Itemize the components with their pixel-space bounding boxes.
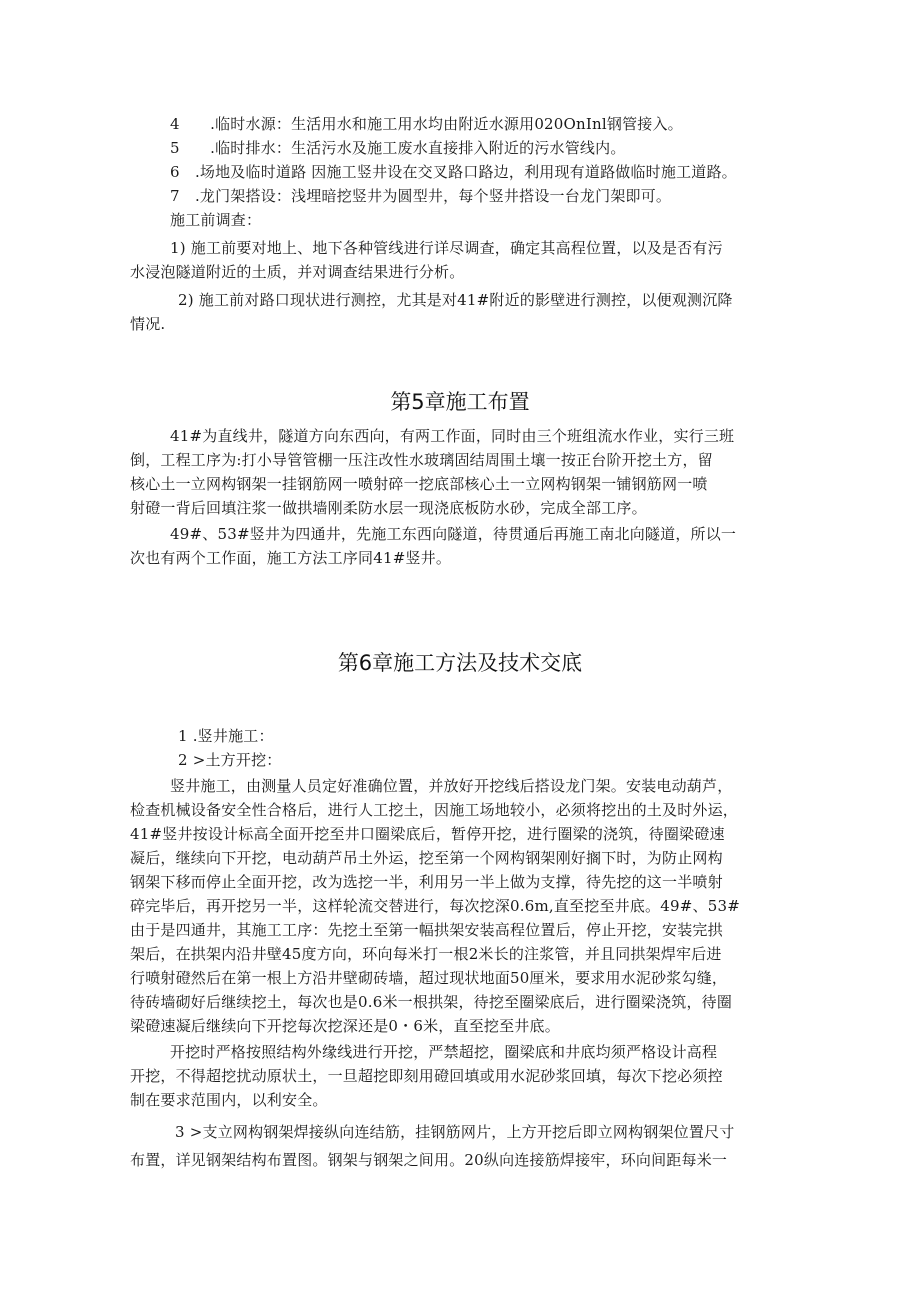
chapter-6-para-1-line-1: 竖井施工，由测量人员定好准确位置，并放好开挖线后搭设龙门架。安装电动葫芦， — [170, 777, 733, 795]
chapter-5-para-2-line-2: 次也有两个工作面，施工方法工序同41#竖井。 — [130, 549, 452, 567]
item-6-site-road: 6 .场地及临时道路 因施工竖井设在交叉路口路边，利用现有道路做临时施工道路。 — [170, 163, 737, 181]
chapter-6-heading: 第6章施工方法及技术交底 — [337, 651, 583, 675]
chapter-6-item-3-line-2: 布置，详见钢架结构布置图。钢架与钢架之间用。20纵向连接筋焊接牢，环向间距每米一 — [130, 1151, 728, 1169]
chapter-6-para-1-line-11: 梁磴速凝后继续向下开挖每次挖深还是0・6米，直至挖至井底。 — [130, 1017, 560, 1035]
item-4-temporary-water: 4 .临时水源：生活用水和施工用水均由附近水源用020OnInl钢管接入。 — [170, 115, 683, 133]
chapter-6-para-1-line-8: 架后，在拱架内沿井壁45度方向，环向每米打一根2米长的注浆管，并且同拱架焊牢后进 — [130, 945, 722, 963]
chapter-6-para-1-line-2: 检查机械设备安全性合格后，进行人工挖土，因施工场地较小，必须将挖出的土及时外运， — [130, 801, 739, 819]
chapter-5-heading: 第5章施工布置 — [390, 390, 530, 414]
survey-title: 施工前调查： — [170, 211, 262, 229]
chapter-6-item-3-line-1: 3 >支立网构钢架焊接纵向连结筋，挂钢筋网片，上方开挖后即立网构钢架位置尺寸 — [175, 1123, 735, 1141]
item-7-gantry: 7 .龙门架搭设：浅埋暗挖竖井为圆型井，每个竖井搭设一台龙门架即可。 — [170, 187, 672, 205]
chapter-5-para-2-line-1: 49#、53#竖井为四通井，先施工东西向隧道，待贯通后再施工南北向隧道，所以一 — [170, 525, 737, 543]
chapter-6-para-1-line-4: 凝后，继续向下开挖，电动葫芦吊土外运，挖至第一个网构钢架刚好搁下时，为防止网构 — [130, 849, 723, 867]
survey-item-2-line-2: 情况. — [130, 315, 166, 333]
chapter-5-para-1-line-4: 射磴一背后回填注浆一做拱墙刚柔防水层一现浇底板防水砂，完成全部工序。 — [130, 499, 647, 517]
survey-item-1-line-1: 1) 施工前要对地上、地下各种管线进行详尽调查，确定其高程位置，以及是否有污 — [170, 239, 723, 257]
chapter-6-para-1-line-3: 41#竖井按设计标高全面开挖至井口圈梁底后，暂停开挖，进行圈梁的浇筑，待圈梁磴速 — [130, 825, 725, 843]
survey-item-2-line-1: 2) 施工前对路口现状进行测控，尤其是对41#附近的影壁进行测控，以便观测沉降 — [178, 291, 733, 309]
chapter-6-item-2: 2 >土方开挖： — [178, 751, 282, 769]
chapter-6-para-2-line-1: 开挖时严格按照结构外缘线进行开挖，严禁超挖，圈梁底和井底均须严格设计高程 — [170, 1043, 718, 1061]
chapter-5-para-1-line-3: 核心土一立网构钢架一挂钢筋网一喷射碎一挖底部核心土一立网构钢架一铺钢筋网一喷 — [130, 475, 708, 493]
chapter-5-para-1-line-2: 倒，工程工序为:打小导管管棚一压注改性水玻璃固结周围土壤一按正台阶开挖土方，留 — [130, 451, 713, 469]
chapter-6-para-1-line-6: 碎完毕后，再开挖另一半，这样轮流交替进行，每次挖深0.6m,直至挖至井底。49#、53# — [130, 897, 740, 915]
survey-item-1-line-2: 水浸泡隧道附近的土质，并对调查结果进行分析。 — [130, 263, 465, 281]
chapter-6-para-2-line-2: 开挖，不得超挖扰动原状土，一旦超挖即刻用磴回填或用水泥砂浆回填，每次下挖必须控 — [130, 1067, 723, 1085]
chapter-6-item-1: 1 .竖井施工： — [178, 727, 274, 745]
chapter-6-para-1-line-7: 由于是四通井，其施工工序：先挖土至第一幅拱架安装高程位置后，停止开挖，安装完拱 — [130, 921, 723, 939]
chapter-5-para-1-line-1: 41#为直线井，隧道方向东西向，有两工作面，同时由三个班组流水作业，实行三班 — [170, 427, 735, 445]
chapter-6-para-1-line-5: 钢架下移而停止全面开挖，改为选挖一半，利用另一半上做为支撑，待先挖的这一半喷射 — [130, 873, 723, 891]
chapter-6-para-2-line-3: 制在要求范围内，以利安全。 — [130, 1091, 328, 1109]
chapter-6-para-1-line-9: 行喷射磴然后在第一根上方沿井壁砌砖墙，超过现状地面50厘米，要求用水泥砂浆勾缝， — [130, 969, 728, 987]
item-5-temporary-drainage: 5 .临时排水：生活污水及施工废水直接排入附近的污水管线内。 — [170, 139, 626, 157]
chapter-6-para-1-line-10: 待砖墙砌好后继续挖土，每次也是0.6米一根拱架，待挖至圈梁底后，进行圈梁浇筑，待圈 — [130, 993, 733, 1011]
